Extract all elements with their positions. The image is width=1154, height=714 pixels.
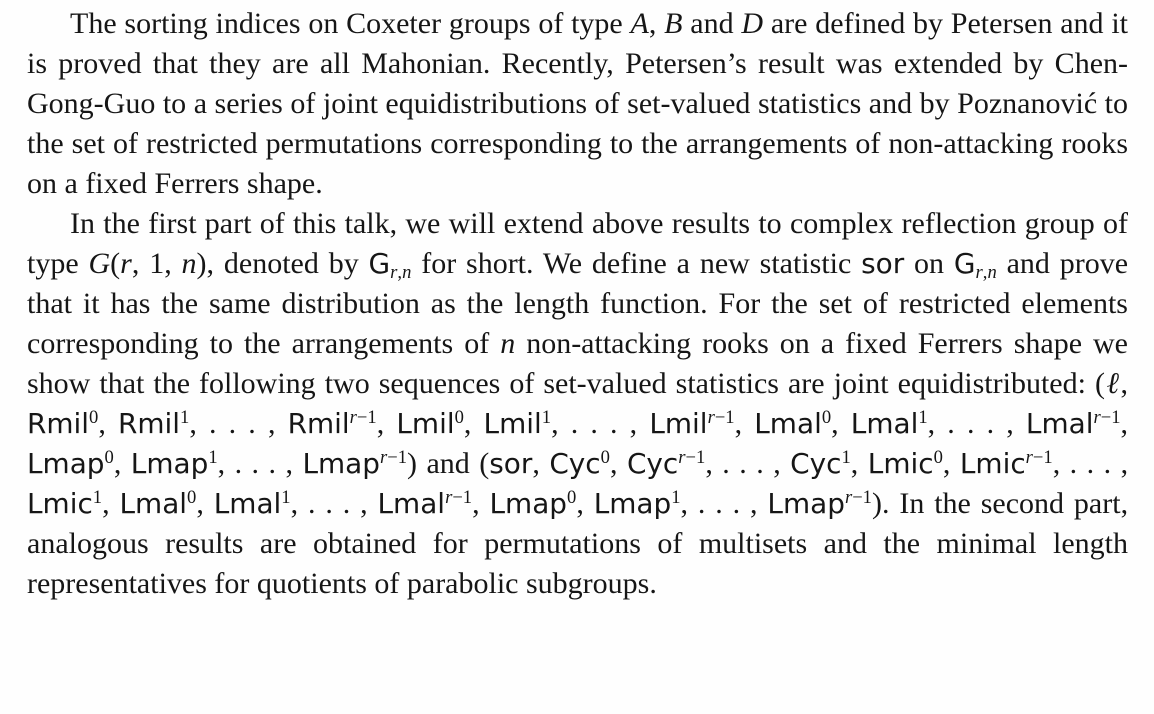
text-run: 1 <box>208 446 218 468</box>
text-run: , <box>532 447 550 480</box>
text-run: Lmil <box>649 407 708 440</box>
text-run: , . . . , <box>290 487 378 520</box>
text-run: −1 <box>685 446 706 468</box>
text-run: Lmal <box>213 487 282 520</box>
text-run: sor <box>861 247 905 280</box>
text-run: G <box>953 247 976 280</box>
text-run: Cyc <box>549 447 601 480</box>
text-run: D <box>741 7 764 40</box>
text-run: , <box>648 7 665 40</box>
text-run: 0 <box>567 486 577 508</box>
text-run: 1 <box>841 446 851 468</box>
text-run: , <box>942 447 960 480</box>
text-run: Lmal <box>377 487 446 520</box>
text-run: , <box>98 407 118 440</box>
text-run: −1 <box>1032 446 1053 468</box>
text-run: 1 <box>92 486 103 508</box>
text-run: 1 <box>281 486 291 508</box>
text-run: , <box>463 407 484 440</box>
text-run: r <box>1093 406 1101 428</box>
text-run: , . . . , <box>1052 447 1129 480</box>
text-run: , <box>831 407 851 440</box>
text-run: Lmic <box>959 447 1026 480</box>
text-run: , <box>982 262 988 284</box>
text-run: Lmal <box>850 407 919 440</box>
text-run: Rmil <box>118 407 181 440</box>
text-run: −1 <box>852 486 872 508</box>
text-run: , <box>196 487 214 520</box>
text-run: ) <box>196 247 207 280</box>
text-run: , 1, <box>131 247 182 280</box>
text-run: and <box>682 7 742 40</box>
text-run: G <box>368 247 391 280</box>
text-run: r <box>379 446 388 468</box>
text-run: , <box>102 487 120 520</box>
text-run: r <box>445 486 453 508</box>
text-run: G <box>88 247 111 280</box>
text-run: B <box>664 7 683 40</box>
text-run: Lmic <box>867 447 934 480</box>
text-run: , <box>609 447 627 480</box>
text-run: non-attacking rooks on a fixed Ferrers shape we show that the following two sequences of set-valued statistics are joint equidistributed: ( <box>27 327 1128 400</box>
text-run: 1 <box>180 406 190 428</box>
text-run: Lmal <box>754 407 822 440</box>
text-run: r <box>120 247 132 280</box>
text-run: −1 <box>452 486 473 508</box>
text-run: , . . . , <box>189 407 288 440</box>
text-run: r <box>975 262 983 284</box>
text-run: Cyc <box>626 447 679 480</box>
text-run: Lmil <box>396 407 455 440</box>
text-run: Lmap <box>27 447 105 480</box>
text-run: ) and ( <box>407 447 490 480</box>
text-run: ( <box>110 247 121 280</box>
text-run: on <box>904 247 954 280</box>
text-run: , <box>1120 407 1129 440</box>
text-run: , <box>472 487 490 520</box>
text-run: 1 <box>918 406 928 428</box>
text-run: Rmil <box>287 407 350 440</box>
text-run: n <box>402 262 412 284</box>
text-run: 0 <box>89 406 99 428</box>
text-run: A <box>630 7 649 40</box>
text-run: r <box>707 406 715 428</box>
text-run: n <box>500 327 516 360</box>
text-run: are defined by Petersen and it is proved that they are all Mahonian. Recently, Petersen’s result was extended by Chen-Gong-Guo to a series of joint equidistributions of set-valued statistics and by Poznanović to the set of restricted permutations corresponding to the arrangements of non-attacking rooks on a fixed Ferrers shape. <box>27 7 1129 200</box>
text-run: Lmal <box>119 487 188 520</box>
text-run: Rmil <box>27 407 90 440</box>
text-run: Lmap <box>767 487 845 520</box>
text-run: ℓ <box>1104 367 1121 400</box>
text-run: The sorting indices on Coxeter groups of type <box>70 7 631 40</box>
text-run: Lmap <box>489 487 568 520</box>
text-run: 0 <box>187 486 197 508</box>
text-run: , . . . , <box>551 407 650 440</box>
text-run: Lmap <box>130 447 209 480</box>
text-run: −1 <box>714 406 735 428</box>
text-run: −1 <box>387 446 408 468</box>
text-run: Lmic <box>27 487 93 520</box>
text-run: Lmil <box>483 407 542 440</box>
text-run: r <box>1025 446 1033 468</box>
paragraph-1 <box>27 4 1128 204</box>
text-run: 0 <box>600 446 610 468</box>
text-run: , . . . , <box>927 407 1026 440</box>
text-run: Lmal <box>1025 407 1094 440</box>
text-run: , . . . , <box>217 447 303 480</box>
text-run: , <box>576 487 594 520</box>
text-run: In the first part of this talk, we will extend above results to complex reflection group of type <box>27 207 1128 280</box>
text-run: and prove that it has the same distribution as the length function. For the set of restricted elements corresponding to the arrangements of <box>27 247 1129 360</box>
paragraph-2 <box>27 204 1128 604</box>
text-run: , <box>113 447 131 480</box>
text-run: n <box>181 247 197 280</box>
text-run: 1 <box>541 406 552 428</box>
text-run: 0 <box>933 446 943 468</box>
text-run: 1 <box>671 486 681 508</box>
text-run: Lmap <box>593 487 672 520</box>
text-run: , denoted by <box>206 247 369 280</box>
text-run: r <box>678 446 686 468</box>
text-run: −1 <box>1100 406 1121 428</box>
text-run: , . . . , <box>705 447 791 480</box>
text-run: 0 <box>454 406 464 428</box>
text-run: sor <box>489 447 533 480</box>
text-run: , <box>1120 367 1128 400</box>
text-run: n <box>987 262 997 284</box>
text-run: , . . . , <box>680 487 768 520</box>
text-run: ). In the second part, analogous results are obtained for permutations of multisets and the minimal length representatives for quotients of parabolic subgroups. <box>27 487 1129 600</box>
text-run: for short. We define a new statistic <box>411 247 862 280</box>
text-run: −1 <box>356 406 377 428</box>
text-run: , <box>850 447 868 480</box>
text-run: 0 <box>104 446 114 468</box>
text-run: r <box>349 406 357 428</box>
text-run: 0 <box>821 406 832 428</box>
text-run: r <box>844 486 853 508</box>
text-run: Lmap <box>302 447 380 480</box>
text-run: , <box>376 407 397 440</box>
text-run: r <box>390 262 398 284</box>
text-run: , <box>734 407 755 440</box>
text-run: Cyc <box>790 447 842 480</box>
text-run: , <box>397 262 403 284</box>
